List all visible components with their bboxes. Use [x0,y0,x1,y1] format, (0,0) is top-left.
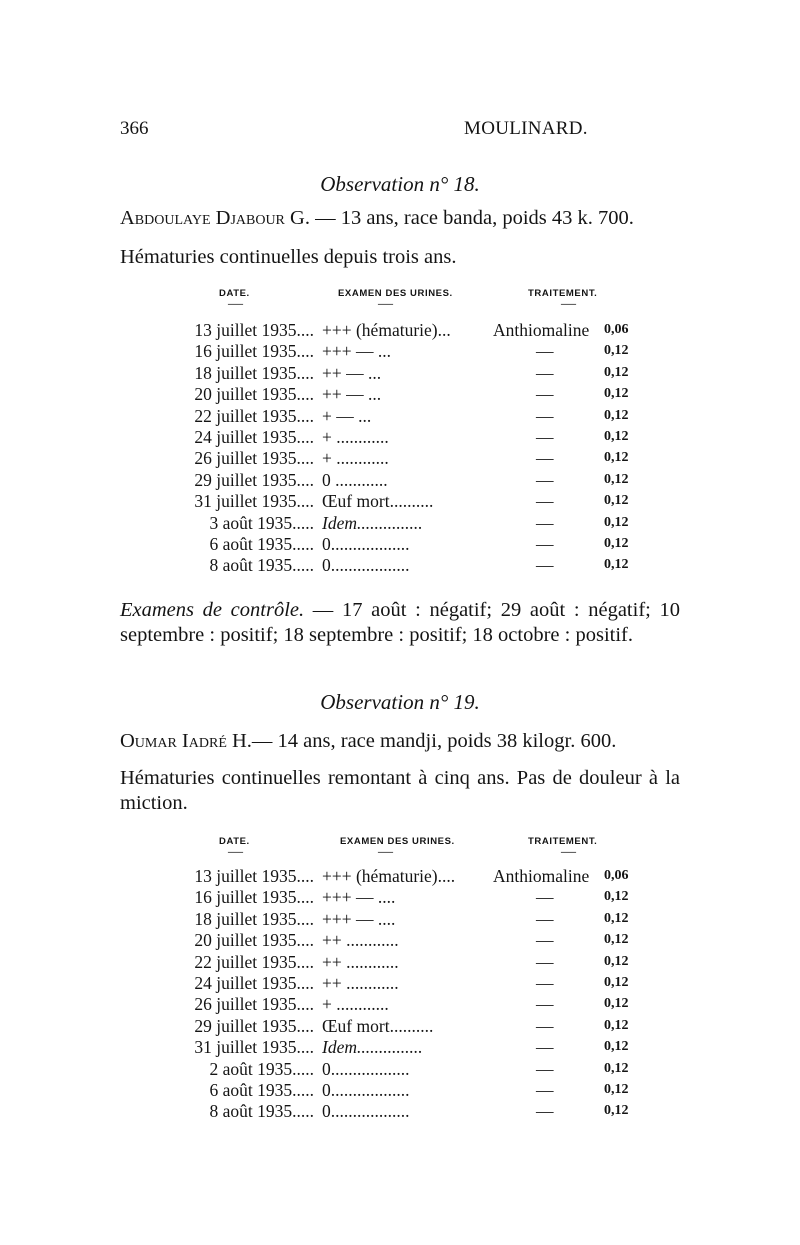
page-header [120,118,680,144]
observation-18-controle [120,598,680,648]
exam-cell: +++ (hématurie)... [322,320,451,340]
exam-cell: Œuf mort.......... [322,491,434,512]
date-cell: 22 juillet 1935.... [194,951,314,972]
treatment-cell: — [536,469,554,490]
treatment-cell: — [536,973,554,993]
dose-cell: 0,12 [604,450,629,466]
treatment-cell: — [536,1058,554,1079]
exam-cell: Œuf mort.......... [322,1015,434,1036]
table-row [0,534,800,555]
exam-cell: +++ (hématurie).... [322,866,456,886]
date-cell: 31 juillet 1935.... [194,1037,314,1058]
date-cell: 13 juillet 1935.... [194,866,314,886]
date-cell: 26 juillet 1935.... [194,448,314,469]
treatment-cell: — [536,1080,554,1100]
col-header-treatment: TRAITEMENT. [528,288,598,299]
header-rule: — [228,844,243,860]
exam-cell: ++ ............ [322,951,399,972]
header-rule: — [228,296,243,312]
dose-cell: 0,12 [604,536,629,551]
treatment-cell: — [536,908,554,929]
date-cell: 6 août 1935..... [209,1080,314,1100]
treatment-cell: — [536,1101,554,1122]
exam-cell: +++ — .... [322,908,396,929]
exam-cell: 0 ............ [322,469,388,490]
date-cell: 13 juillet 1935.... [194,320,314,340]
table-row [0,320,800,341]
exam-cell: Idem............... [322,1037,423,1058]
patient-details: H.— 14 ans, race mandji, poids 38 kilogr. 600. [226,730,617,752]
table-row [0,1059,800,1080]
date-cell: 16 juillet 1935.... [194,341,314,362]
dose-cell: 0,12 [604,343,629,359]
table-row [0,341,800,362]
treatment-cell: — [536,1015,554,1036]
table-row [0,952,800,973]
date-cell: 31 juillet 1935.... [194,491,314,512]
header-rule: — [378,296,393,312]
date-cell: 20 juillet 1935.... [194,384,314,405]
observation-18-title: Observation n° 18. [320,172,480,196]
observation-18-patient [120,206,680,231]
exam-cell: + ............ [322,448,389,469]
dose-cell: 0,12 [604,471,629,487]
observation-18-history: Hématuries continuelles depuis trois ans. [120,246,457,268]
observation-19-title: Observation n° 19. [320,690,480,714]
date-cell: 3 août 1935..... [209,512,314,533]
exam-cell: + ............ [322,427,389,447]
dose-cell: 0,12 [604,1060,629,1076]
table-row [0,491,800,512]
exam-cell: ++ — ... [322,384,382,405]
table-row [0,887,800,908]
observation-19-patient [120,729,680,754]
table-row [0,866,800,887]
dose-cell: 0,12 [604,1017,629,1033]
running-head: MOULINARD. [464,118,588,139]
table-row [0,384,800,405]
dose-cell: 0,12 [604,910,629,926]
date-cell: 29 juillet 1935.... [194,469,314,490]
date-cell: 18 juillet 1935.... [194,908,314,929]
col-header-date: DATE. [219,288,250,299]
patient-details: G. — 13 ans, race banda, poids 43 k. 700. [284,207,634,229]
dose-cell: 0,12 [604,429,629,444]
table-row [0,1037,800,1058]
exam-cell: 0.................. [322,1080,410,1100]
table-row [0,363,800,384]
date-cell: 24 juillet 1935.... [194,973,314,993]
date-cell: 8 août 1935..... [209,555,314,576]
date-cell: 22 juillet 1935.... [194,405,314,426]
dose-cell: 0,12 [604,364,629,380]
table-row [0,555,800,576]
header-rule: — [561,844,576,860]
table-row [0,470,800,491]
exam-cell: + — ... [322,405,372,426]
exam-cell: ++ ............ [322,973,399,993]
col-header-treatment: TRAITEMENT. [528,836,598,847]
col-header-exam: EXAMEN DES URINES. [338,288,453,299]
table-row [0,406,800,427]
exam-cell: 0.................. [322,1101,410,1122]
treatment-cell: — [536,448,554,469]
dose-cell: 0,12 [604,953,629,969]
col-header-exam: EXAMEN DES URINES. [340,836,455,847]
date-cell: 8 août 1935..... [209,1101,314,1122]
table-row [0,1016,800,1037]
date-cell: 6 août 1935..... [209,534,314,554]
patient-name: Abdoulaye Djabour [120,207,285,229]
table-row [0,930,800,951]
date-cell: 16 juillet 1935.... [194,887,314,908]
date-cell: 2 août 1935..... [209,1058,314,1079]
treatment-cell: — [536,405,554,426]
date-cell: 26 juillet 1935.... [194,994,314,1015]
page-number: 366 [120,118,149,139]
table-row [0,909,800,930]
table-row [0,448,800,469]
treatment-cell: Anthiomaline [493,866,590,886]
treatment-cell: — [536,534,554,554]
exam-cell: +++ — .... [322,887,396,908]
date-cell: 18 juillet 1935.... [194,362,314,383]
date-cell: 24 juillet 1935.... [194,427,314,447]
treatment-cell: — [536,427,554,447]
dose-cell: 0,06 [604,868,629,883]
exam-cell: + ............ [322,994,389,1015]
date-cell: 29 juillet 1935.... [194,1015,314,1036]
header-rule: — [561,296,576,312]
dose-cell: 0,12 [604,1103,629,1119]
treatment-cell: Anthiomaline [493,320,590,340]
dose-cell: 0,12 [604,932,629,948]
dose-cell: 0,12 [604,889,629,905]
dose-cell: 0,12 [604,975,629,990]
table-row [0,1080,800,1101]
dose-cell: 0,12 [604,493,629,509]
dose-cell: 0,12 [604,386,629,402]
date-cell: 20 juillet 1935.... [194,930,314,951]
table-row [0,994,800,1015]
table-row [0,427,800,448]
exam-cell: +++ — ... [322,341,391,362]
treatment-cell: — [536,1037,554,1058]
table-row [0,1101,800,1122]
treatment-cell: — [536,887,554,908]
table-row [0,513,800,534]
controle-text: — 17 août : négatif; 29 août : négatif; 10 septembre : positif; 18 septembre : positif; 18 octobre : positif. [120,599,681,646]
controle-label: Examens de contrôle. [120,599,305,621]
treatment-cell: — [536,994,554,1015]
col-header-date: DATE. [219,836,250,847]
exam-cell: ++ ............ [322,930,399,951]
dose-cell: 0,12 [604,514,629,530]
exam-cell: 0.................. [322,1058,410,1079]
exam-cell: Idem............... [322,512,423,533]
treatment-cell: — [536,512,554,533]
treatment-cell: — [536,384,554,405]
treatment-cell: — [536,341,554,362]
exam-cell: ++ — ... [322,362,382,383]
dose-cell: 0,06 [604,322,629,337]
treatment-cell: — [536,930,554,951]
patient-name: Oumar Iadré [120,730,227,752]
table-row [0,973,800,994]
dose-cell: 0,12 [604,557,629,573]
dose-cell: 0,12 [604,1039,629,1055]
exam-cell: 0.................. [322,555,410,576]
observation-19-history: Hématuries continuelles remontant à cinq ans. Pas de douleur à la miction. [120,767,680,814]
dose-cell: 0,12 [604,1082,629,1097]
exam-cell: 0.................. [322,534,410,554]
dose-cell: 0,12 [604,996,629,1012]
dose-cell: 0,12 [604,407,629,423]
header-rule: — [378,844,393,860]
treatment-cell: — [536,491,554,512]
treatment-cell: — [536,951,554,972]
treatment-cell: — [536,555,554,576]
treatment-cell: — [536,362,554,383]
